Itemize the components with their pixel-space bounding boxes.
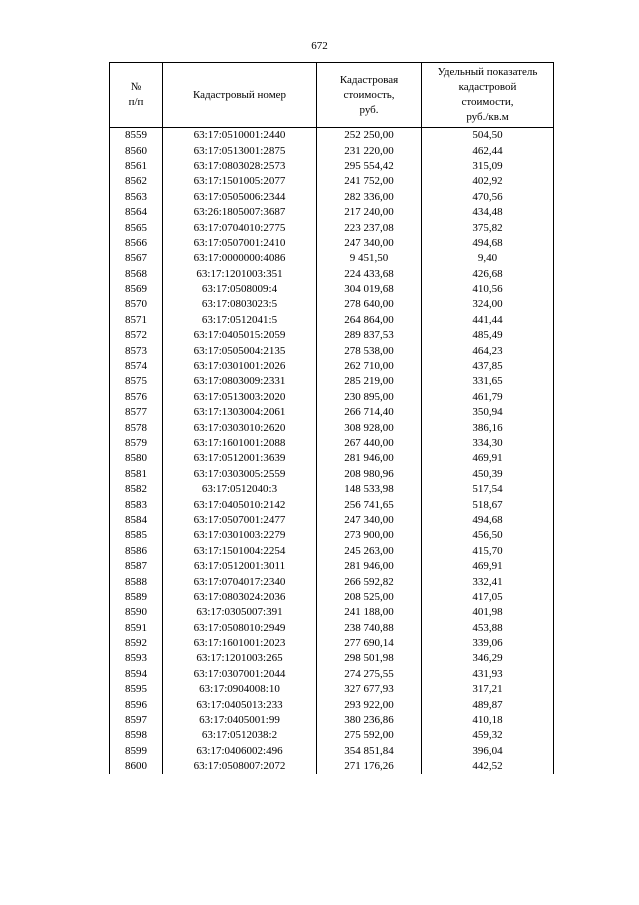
table-row bbox=[110, 636, 554, 651]
header-row-number-text: № п/п bbox=[128, 81, 144, 108]
specific-value-cell: 431,93 bbox=[422, 667, 554, 682]
specific-value-cell: 324,00 bbox=[422, 297, 554, 312]
row-number-cell: 8586 bbox=[110, 544, 163, 559]
row-number-cell: 8575 bbox=[110, 374, 163, 389]
row-number-cell: 8564 bbox=[110, 205, 163, 220]
specific-value-cell: 396,04 bbox=[422, 744, 554, 759]
specific-value-cell: 517,54 bbox=[422, 482, 554, 497]
row-number-cell: 8591 bbox=[110, 621, 163, 636]
cadastral-number-cell: 63:17:0704010:2775 bbox=[163, 220, 317, 235]
cadastral-value-cell: 262 710,00 bbox=[317, 359, 422, 374]
cadastral-number-cell: 63:26:1805007:3687 bbox=[163, 205, 317, 220]
specific-value-cell: 470,56 bbox=[422, 190, 554, 205]
table-row bbox=[110, 297, 554, 312]
row-number-cell: 8598 bbox=[110, 728, 163, 743]
cadastral-number-cell: 63:17:0512001:3011 bbox=[163, 559, 317, 574]
table-row bbox=[110, 143, 554, 158]
row-number-cell: 8570 bbox=[110, 297, 163, 312]
cadastral-number-cell: 63:17:0303005:2559 bbox=[163, 467, 317, 482]
cadastral-value-cell: 266 592,82 bbox=[317, 574, 422, 589]
table-row bbox=[110, 467, 554, 482]
table-row bbox=[110, 374, 554, 389]
specific-value-cell: 401,98 bbox=[422, 605, 554, 620]
cadastral-number-cell: 63:17:1501004:2254 bbox=[163, 544, 317, 559]
header-cadastral-value bbox=[317, 63, 422, 128]
cadastral-number-cell: 63:17:0512038:2 bbox=[163, 728, 317, 743]
cadastral-number-cell: 63:17:0301001:2026 bbox=[163, 359, 317, 374]
row-number-cell: 8578 bbox=[110, 420, 163, 435]
header-row-number bbox=[110, 63, 163, 128]
cadastral-value-cell: 241 188,00 bbox=[317, 605, 422, 620]
cadastral-number-cell: 63:17:0000000:4086 bbox=[163, 251, 317, 266]
table-row bbox=[110, 621, 554, 636]
table-row bbox=[110, 651, 554, 666]
cadastral-value-cell: 278 640,00 bbox=[317, 297, 422, 312]
cadastral-value-cell: 252 250,00 bbox=[317, 128, 422, 144]
specific-value-cell: 450,39 bbox=[422, 467, 554, 482]
row-number-cell: 8560 bbox=[110, 143, 163, 158]
table-row bbox=[110, 282, 554, 297]
cadastral-value-cell: 354 851,84 bbox=[317, 744, 422, 759]
cadastral-number-cell: 63:17:1601001:2088 bbox=[163, 436, 317, 451]
table-row bbox=[110, 605, 554, 620]
cadastral-value-cell: 264 864,00 bbox=[317, 313, 422, 328]
cadastral-number-cell: 63:17:0513001:2875 bbox=[163, 143, 317, 158]
cadastral-value-cell: 273 900,00 bbox=[317, 528, 422, 543]
specific-value-cell: 442,52 bbox=[422, 759, 554, 774]
cadastral-value-cell: 277 690,14 bbox=[317, 636, 422, 651]
cadastral-value-cell: 380 236,86 bbox=[317, 713, 422, 728]
cadastral-value-cell: 245 263,00 bbox=[317, 544, 422, 559]
table-row bbox=[110, 697, 554, 712]
cadastral-value-cell: 327 677,93 bbox=[317, 682, 422, 697]
cadastral-number-cell: 63:17:0704017:2340 bbox=[163, 574, 317, 589]
cadastral-value-cell: 9 451,50 bbox=[317, 251, 422, 266]
cadastral-number-cell: 63:17:0305007:391 bbox=[163, 605, 317, 620]
row-number-cell: 8597 bbox=[110, 713, 163, 728]
specific-value-cell: 489,87 bbox=[422, 697, 554, 712]
cadastral-value-cell: 266 714,40 bbox=[317, 405, 422, 420]
specific-value-cell: 494,68 bbox=[422, 236, 554, 251]
row-number-cell: 8569 bbox=[110, 282, 163, 297]
specific-value-cell: 9,40 bbox=[422, 251, 554, 266]
cadastral-value-cell: 293 922,00 bbox=[317, 697, 422, 712]
cadastral-number-cell: 63:17:1303004:2061 bbox=[163, 405, 317, 420]
cadastral-number-cell: 63:17:1201003:351 bbox=[163, 267, 317, 282]
cadastral-number-cell: 63:17:0405001:99 bbox=[163, 713, 317, 728]
row-number-cell: 8567 bbox=[110, 251, 163, 266]
cadastral-number-cell: 63:17:0307001:2044 bbox=[163, 667, 317, 682]
table-row bbox=[110, 528, 554, 543]
specific-value-cell: 410,56 bbox=[422, 282, 554, 297]
row-number-cell: 8566 bbox=[110, 236, 163, 251]
row-number-cell: 8580 bbox=[110, 451, 163, 466]
cadastral-value-table bbox=[109, 62, 554, 774]
specific-value-cell: 315,09 bbox=[422, 159, 554, 174]
specific-value-cell: 426,68 bbox=[422, 267, 554, 282]
cadastral-number-cell: 63:17:0803028:2573 bbox=[163, 159, 317, 174]
specific-value-cell: 417,05 bbox=[422, 590, 554, 605]
cadastral-number-cell: 63:17:0904008:10 bbox=[163, 682, 317, 697]
row-number-cell: 8574 bbox=[110, 359, 163, 374]
row-number-cell: 8562 bbox=[110, 174, 163, 189]
table-row bbox=[110, 390, 554, 405]
row-number-cell: 8559 bbox=[110, 128, 163, 144]
cadastral-number-cell: 63:17:0512041:5 bbox=[163, 313, 317, 328]
cadastral-number-cell: 63:17:0301003:2279 bbox=[163, 528, 317, 543]
specific-value-cell: 456,50 bbox=[422, 528, 554, 543]
cadastral-number-cell: 63:17:0512040:3 bbox=[163, 482, 317, 497]
table-row bbox=[110, 159, 554, 174]
page-number: 672 bbox=[311, 40, 328, 52]
cadastral-number-cell: 63:17:0803009:2331 bbox=[163, 374, 317, 389]
table-row bbox=[110, 420, 554, 435]
table-row bbox=[110, 682, 554, 697]
table-row bbox=[110, 667, 554, 682]
table-row bbox=[110, 251, 554, 266]
row-number-cell: 8599 bbox=[110, 744, 163, 759]
specific-value-cell: 339,06 bbox=[422, 636, 554, 651]
cadastral-number-cell: 63:17:0512001:3639 bbox=[163, 451, 317, 466]
cadastral-number-cell: 63:17:0406002:496 bbox=[163, 744, 317, 759]
cadastral-value-cell: 223 237,08 bbox=[317, 220, 422, 235]
cadastral-number-cell: 63:17:0303010:2620 bbox=[163, 420, 317, 435]
cadastral-number-cell: 63:17:0507001:2477 bbox=[163, 513, 317, 528]
cadastral-value-cell: 230 895,00 bbox=[317, 390, 422, 405]
row-number-cell: 8583 bbox=[110, 497, 163, 512]
cadastral-value-cell: 281 946,00 bbox=[317, 559, 422, 574]
cadastral-value-cell: 208 525,00 bbox=[317, 590, 422, 605]
table-row bbox=[110, 451, 554, 466]
row-number-cell: 8563 bbox=[110, 190, 163, 205]
cadastral-number-cell: 63:17:0507001:2410 bbox=[163, 236, 317, 251]
cadastral-value-cell: 278 538,00 bbox=[317, 343, 422, 358]
table-row bbox=[110, 436, 554, 451]
row-number-cell: 8590 bbox=[110, 605, 163, 620]
row-number-cell: 8581 bbox=[110, 467, 163, 482]
row-number-cell: 8600 bbox=[110, 759, 163, 774]
cadastral-number-cell: 63:17:0508009:4 bbox=[163, 282, 317, 297]
table-header-row bbox=[110, 63, 554, 128]
cadastral-number-cell: 63:17:1501005:2077 bbox=[163, 174, 317, 189]
table-row bbox=[110, 544, 554, 559]
row-number-cell: 8587 bbox=[110, 559, 163, 574]
row-number-cell: 8592 bbox=[110, 636, 163, 651]
table-row bbox=[110, 313, 554, 328]
table-row bbox=[110, 205, 554, 220]
specific-value-cell: 334,30 bbox=[422, 436, 554, 451]
cadastral-value-cell: 298 501,98 bbox=[317, 651, 422, 666]
cadastral-value-cell: 282 336,00 bbox=[317, 190, 422, 205]
cadastral-number-cell: 63:17:0510001:2440 bbox=[163, 128, 317, 144]
cadastral-number-cell: 63:17:0803023:5 bbox=[163, 297, 317, 312]
cadastral-number-cell: 63:17:1601001:2023 bbox=[163, 636, 317, 651]
specific-value-cell: 464,23 bbox=[422, 343, 554, 358]
row-number-cell: 8595 bbox=[110, 682, 163, 697]
cadastral-value-cell: 247 340,00 bbox=[317, 236, 422, 251]
row-number-cell: 8593 bbox=[110, 651, 163, 666]
specific-value-cell: 331,65 bbox=[422, 374, 554, 389]
table-row bbox=[110, 482, 554, 497]
table-row bbox=[110, 128, 554, 144]
specific-value-cell: 485,49 bbox=[422, 328, 554, 343]
specific-value-cell: 453,88 bbox=[422, 621, 554, 636]
row-number-cell: 8573 bbox=[110, 343, 163, 358]
cadastral-value-cell: 274 275,55 bbox=[317, 667, 422, 682]
cadastral-value-cell: 217 240,00 bbox=[317, 205, 422, 220]
table-row bbox=[110, 190, 554, 205]
specific-value-cell: 434,48 bbox=[422, 205, 554, 220]
specific-value-cell: 462,44 bbox=[422, 143, 554, 158]
cadastral-value-cell: 238 740,88 bbox=[317, 621, 422, 636]
specific-value-cell: 332,41 bbox=[422, 574, 554, 589]
row-number-cell: 8577 bbox=[110, 405, 163, 420]
cadastral-value-cell: 295 554,42 bbox=[317, 159, 422, 174]
header-specific-value bbox=[422, 63, 554, 128]
table-row bbox=[110, 497, 554, 512]
cadastral-number-cell: 63:17:0405015:2059 bbox=[163, 328, 317, 343]
cadastral-value-cell: 281 946,00 bbox=[317, 451, 422, 466]
specific-value-cell: 441,44 bbox=[422, 313, 554, 328]
cadastral-number-cell: 63:17:1201003:265 bbox=[163, 651, 317, 666]
row-number-cell: 8588 bbox=[110, 574, 163, 589]
specific-value-cell: 415,70 bbox=[422, 544, 554, 559]
cadastral-value-cell: 289 837,53 bbox=[317, 328, 422, 343]
row-number-cell: 8596 bbox=[110, 697, 163, 712]
specific-value-cell: 518,67 bbox=[422, 497, 554, 512]
specific-value-cell: 461,79 bbox=[422, 390, 554, 405]
table-row bbox=[110, 328, 554, 343]
row-number-cell: 8571 bbox=[110, 313, 163, 328]
header-cadastral-value-text: Кадастровая стоимость, руб. bbox=[339, 73, 399, 116]
row-number-cell: 8584 bbox=[110, 513, 163, 528]
specific-value-cell: 346,29 bbox=[422, 651, 554, 666]
cadastral-number-cell: 63:17:0513003:2020 bbox=[163, 390, 317, 405]
cadastral-number-cell: 63:17:0505004:2135 bbox=[163, 343, 317, 358]
row-number-cell: 8579 bbox=[110, 436, 163, 451]
table-row bbox=[110, 713, 554, 728]
header-cadastral-number bbox=[163, 63, 317, 128]
cadastral-value-cell: 267 440,00 bbox=[317, 436, 422, 451]
row-number-cell: 8568 bbox=[110, 267, 163, 282]
row-number-cell: 8585 bbox=[110, 528, 163, 543]
cadastral-value-cell: 271 176,26 bbox=[317, 759, 422, 774]
table-row bbox=[110, 513, 554, 528]
cadastral-number-cell: 63:17:0508010:2949 bbox=[163, 621, 317, 636]
cadastral-value-cell: 224 433,68 bbox=[317, 267, 422, 282]
table-row bbox=[110, 220, 554, 235]
table-row bbox=[110, 744, 554, 759]
cadastral-value-cell: 285 219,00 bbox=[317, 374, 422, 389]
table-row bbox=[110, 405, 554, 420]
specific-value-cell: 375,82 bbox=[422, 220, 554, 235]
cadastral-number-cell: 63:17:0803024:2036 bbox=[163, 590, 317, 605]
cadastral-value-cell: 275 592,00 bbox=[317, 728, 422, 743]
table-row bbox=[110, 559, 554, 574]
row-number-cell: 8572 bbox=[110, 328, 163, 343]
table-row bbox=[110, 759, 554, 774]
specific-value-cell: 504,50 bbox=[422, 128, 554, 144]
specific-value-cell: 469,91 bbox=[422, 559, 554, 574]
table-row bbox=[110, 343, 554, 358]
cadastral-number-cell: 63:17:0508007:2072 bbox=[163, 759, 317, 774]
table-row bbox=[110, 574, 554, 589]
specific-value-cell: 494,68 bbox=[422, 513, 554, 528]
table-row bbox=[110, 359, 554, 374]
cadastral-number-cell: 63:17:0405010:2142 bbox=[163, 497, 317, 512]
table-row bbox=[110, 174, 554, 189]
specific-value-cell: 437,85 bbox=[422, 359, 554, 374]
row-number-cell: 8582 bbox=[110, 482, 163, 497]
table-row bbox=[110, 728, 554, 743]
table-row bbox=[110, 590, 554, 605]
row-number-cell: 8561 bbox=[110, 159, 163, 174]
row-number-cell: 8589 bbox=[110, 590, 163, 605]
cadastral-number-cell: 63:17:0505006:2344 bbox=[163, 190, 317, 205]
header-cadastral-number-text: Кадастровый номер bbox=[192, 88, 287, 101]
header-specific-value-text: Удельный показатель кадастровой стоимости, руб./кв.м bbox=[437, 66, 538, 123]
cadastral-value-cell: 231 220,00 bbox=[317, 143, 422, 158]
specific-value-cell: 350,94 bbox=[422, 405, 554, 420]
cadastral-value-cell: 208 980,96 bbox=[317, 467, 422, 482]
table-body bbox=[110, 128, 554, 775]
row-number-cell: 8576 bbox=[110, 390, 163, 405]
specific-value-cell: 469,91 bbox=[422, 451, 554, 466]
table-row bbox=[110, 236, 554, 251]
table-row bbox=[110, 267, 554, 282]
row-number-cell: 8565 bbox=[110, 220, 163, 235]
specific-value-cell: 317,21 bbox=[422, 682, 554, 697]
cadastral-value-cell: 304 019,68 bbox=[317, 282, 422, 297]
cadastral-number-cell: 63:17:0405013:233 bbox=[163, 697, 317, 712]
specific-value-cell: 410,18 bbox=[422, 713, 554, 728]
cadastral-value-cell: 308 928,00 bbox=[317, 420, 422, 435]
specific-value-cell: 459,32 bbox=[422, 728, 554, 743]
cadastral-value-cell: 247 340,00 bbox=[317, 513, 422, 528]
row-number-cell: 8594 bbox=[110, 667, 163, 682]
cadastral-value-cell: 256 741,65 bbox=[317, 497, 422, 512]
cadastral-value-cell: 148 533,98 bbox=[317, 482, 422, 497]
specific-value-cell: 386,16 bbox=[422, 420, 554, 435]
cadastral-value-cell: 241 752,00 bbox=[317, 174, 422, 189]
specific-value-cell: 402,92 bbox=[422, 174, 554, 189]
